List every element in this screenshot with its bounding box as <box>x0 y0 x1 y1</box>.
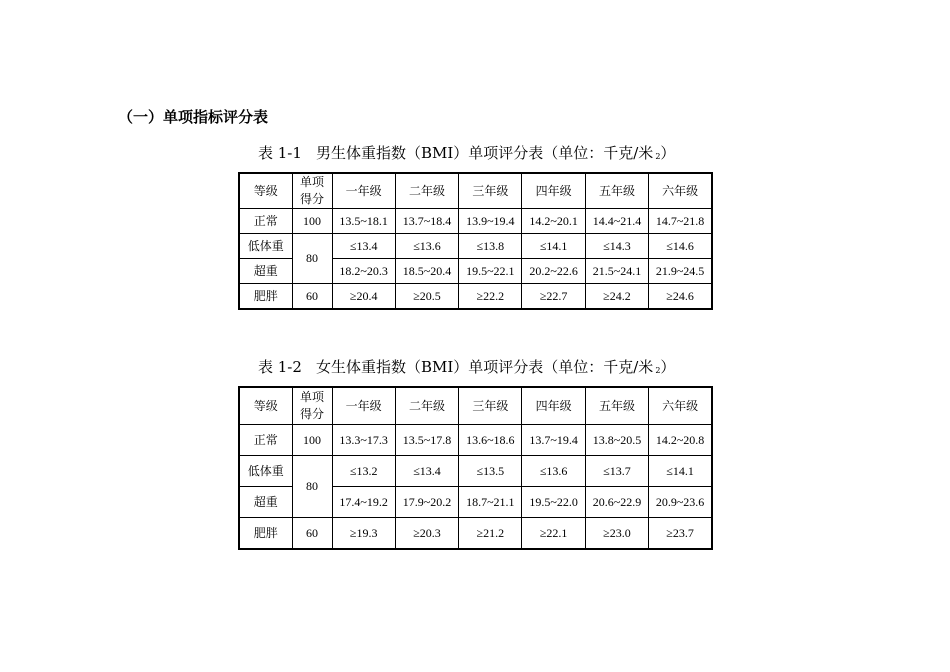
value-cell: 20.6~22.9 <box>585 487 648 518</box>
level-cell: 超重 <box>239 259 292 284</box>
value-cell: 13.9~19.4 <box>459 209 522 234</box>
header-grade-3: 三年级 <box>459 173 522 209</box>
table-header-row <box>239 173 712 209</box>
header-score-line2: 得分 <box>299 407 324 421</box>
value-cell: 19.5~22.1 <box>459 259 522 284</box>
value-cell: 18.2~20.3 <box>332 259 395 284</box>
header-level: 等级 <box>239 173 292 209</box>
value-cell: 17.4~19.2 <box>332 487 395 518</box>
value-cell: ≥20.5 <box>395 284 458 310</box>
value-cell: ≥20.3 <box>395 518 458 550</box>
value-cell: ≥23.7 <box>649 518 712 550</box>
value-cell: ≥21.2 <box>459 518 522 550</box>
caption-number: 表 1-1 <box>258 144 302 162</box>
caption-close: ） <box>660 144 676 162</box>
value-cell: 14.4~21.4 <box>585 209 648 234</box>
value-cell: ≤13.4 <box>332 234 395 259</box>
header-grade-2: 二年级 <box>395 387 458 425</box>
table-header-row <box>239 387 712 425</box>
table-row-normal <box>239 425 712 456</box>
value-cell: ≤13.7 <box>585 456 648 487</box>
header-level: 等级 <box>239 387 292 425</box>
caption-number: 表 1-2 <box>258 358 302 376</box>
value-cell: 13.8~20.5 <box>585 425 648 456</box>
value-cell: ≤13.4 <box>395 456 458 487</box>
value-cell: 18.7~21.1 <box>459 487 522 518</box>
value-cell: ≥22.7 <box>522 284 585 310</box>
value-cell: 14.2~20.8 <box>649 425 712 456</box>
value-cell: ≤13.2 <box>332 456 395 487</box>
value-cell: 13.3~17.3 <box>332 425 395 456</box>
bmi-table-girls <box>238 386 713 550</box>
value-cell: 13.7~18.4 <box>395 209 458 234</box>
section-title: （一）单项指标评分表 <box>118 108 269 126</box>
level-cell: 正常 <box>239 425 292 456</box>
value-cell: 21.5~24.1 <box>585 259 648 284</box>
value-cell: 17.9~20.2 <box>395 487 458 518</box>
score-cell: 60 <box>292 284 332 310</box>
table-row-underweight <box>239 456 712 487</box>
header-grade-5: 五年级 <box>585 387 648 425</box>
value-cell: ≥22.1 <box>522 518 585 550</box>
value-cell: 13.6~18.6 <box>459 425 522 456</box>
table-row-obese <box>239 284 712 310</box>
header-score-line1: 单项 <box>299 390 324 404</box>
caption-superscript: 2 <box>655 366 661 375</box>
value-cell: 14.7~21.8 <box>649 209 712 234</box>
header-grade-6: 六年级 <box>649 387 712 425</box>
value-cell: 20.2~22.6 <box>522 259 585 284</box>
value-cell: 13.7~19.4 <box>522 425 585 456</box>
header-grade-1: 一年级 <box>332 173 395 209</box>
header-grade-4: 四年级 <box>522 173 585 209</box>
header-score <box>292 387 332 425</box>
level-cell: 正常 <box>239 209 292 234</box>
score-cell: 100 <box>292 425 332 456</box>
table-row-obese <box>239 518 712 550</box>
level-cell: 超重 <box>239 487 292 518</box>
header-score <box>292 173 332 209</box>
value-cell: ≤13.5 <box>459 456 522 487</box>
value-cell: ≥22.2 <box>459 284 522 310</box>
caption-close: ） <box>660 358 676 376</box>
table-caption-girls <box>258 356 718 377</box>
value-cell: ≤13.8 <box>459 234 522 259</box>
value-cell: ≤14.1 <box>649 456 712 487</box>
bmi-table-boys <box>238 172 713 310</box>
value-cell: ≤13.6 <box>522 456 585 487</box>
table-caption-boys <box>258 142 718 163</box>
caption-text: 男生体重指数（BMI）单项评分表（单位：千克/米 <box>315 144 654 162</box>
score-cell: 80 <box>292 234 332 284</box>
level-cell: 低体重 <box>239 456 292 487</box>
value-cell: 19.5~22.0 <box>522 487 585 518</box>
caption-text: 女生体重指数（BMI）单项评分表（单位：千克/米 <box>315 358 654 376</box>
score-cell: 100 <box>292 209 332 234</box>
value-cell: 14.2~20.1 <box>522 209 585 234</box>
value-cell: ≤14.6 <box>649 234 712 259</box>
score-cell: 80 <box>292 456 332 518</box>
level-cell: 肥胖 <box>239 284 292 310</box>
value-cell: ≤14.1 <box>522 234 585 259</box>
value-cell: ≥19.3 <box>332 518 395 550</box>
score-cell: 60 <box>292 518 332 550</box>
value-cell: ≤13.6 <box>395 234 458 259</box>
value-cell: 18.5~20.4 <box>395 259 458 284</box>
value-cell: ≥24.6 <box>649 284 712 310</box>
value-cell: 13.5~18.1 <box>332 209 395 234</box>
value-cell: ≤14.3 <box>585 234 648 259</box>
value-cell: ≥23.0 <box>585 518 648 550</box>
value-cell: 20.9~23.6 <box>649 487 712 518</box>
caption-superscript: 2 <box>655 152 661 161</box>
header-grade-4: 四年级 <box>522 387 585 425</box>
table-row-normal <box>239 209 712 234</box>
header-grade-5: 五年级 <box>585 173 648 209</box>
header-grade-6: 六年级 <box>649 173 712 209</box>
header-grade-3: 三年级 <box>459 387 522 425</box>
value-cell: 21.9~24.5 <box>649 259 712 284</box>
header-grade-1: 一年级 <box>332 387 395 425</box>
level-cell: 低体重 <box>239 234 292 259</box>
header-grade-2: 二年级 <box>395 173 458 209</box>
table-row-underweight <box>239 234 712 259</box>
value-cell: ≥24.2 <box>585 284 648 310</box>
value-cell: ≥20.4 <box>332 284 395 310</box>
value-cell: 13.5~17.8 <box>395 425 458 456</box>
header-score-line1: 单项 <box>299 175 324 189</box>
header-score-line2: 得分 <box>299 192 324 206</box>
level-cell: 肥胖 <box>239 518 292 550</box>
